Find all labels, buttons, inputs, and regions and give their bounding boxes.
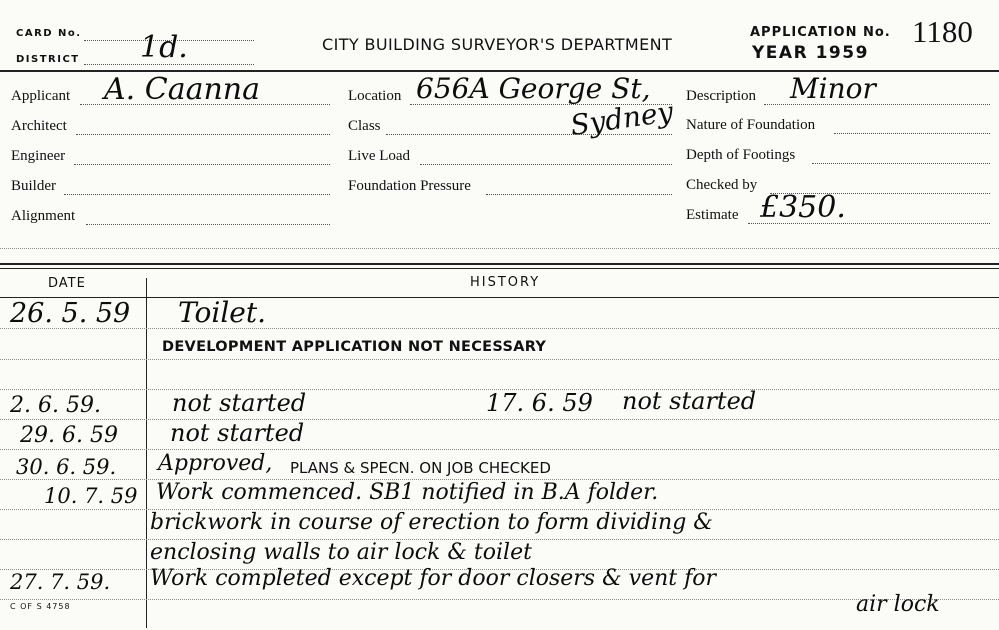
class-label: Class: [348, 118, 381, 134]
entry-date: 26. 5. 59: [10, 298, 131, 329]
location-label: Location: [348, 88, 402, 104]
history-rule: [0, 419, 999, 420]
location-value: 656A George St,: [416, 72, 651, 105]
entry-text: air lock: [856, 592, 940, 617]
date-header: DATE: [48, 276, 86, 291]
year-label: YEAR 1959: [752, 43, 869, 63]
description-value: Minor: [790, 72, 876, 105]
nature-line: [834, 133, 990, 134]
nature-label: Nature of Foundation: [686, 117, 816, 133]
foundation-pressure-line: [486, 194, 672, 195]
architect-label: Architect: [11, 118, 67, 134]
location-value-suburb: Sydney: [568, 94, 676, 143]
history-header-rule: [0, 297, 999, 298]
checked-label: Checked by: [686, 177, 758, 193]
class-line: [386, 134, 672, 135]
depth-line: [812, 163, 990, 164]
alignment-label: Alignment: [11, 208, 76, 224]
foundation-pressure-label: Foundation Pressure: [348, 178, 471, 194]
entry-date: 27. 7. 59.: [10, 570, 111, 594]
entry-date: 30. 6. 59.: [16, 455, 117, 479]
form-code: C OF S 4758: [10, 602, 71, 611]
plans-checked-stamp: PLANS & SPECN. ON JOB CHECKED: [290, 459, 551, 477]
development-stamp: DEVELOPMENT APPLICATION NOT NECESSARY: [162, 339, 547, 355]
card-no-label: CARD No.: [16, 28, 82, 39]
entry-text: brickwork in course of erection to form dividing &: [150, 510, 713, 535]
history-header: HISTORY: [470, 275, 541, 290]
applicant-label: Applicant: [11, 88, 71, 104]
entry-text: Work completed except for door closers & vent for: [150, 566, 717, 591]
history-top-rule: [0, 263, 999, 265]
alignment-line: [86, 224, 330, 225]
live-load-line: [420, 164, 672, 165]
builder-line: [64, 194, 330, 195]
engineer-label: Engineer: [11, 148, 66, 164]
estimate-value: £350.: [760, 190, 846, 225]
district-value: 1d.: [140, 30, 188, 65]
entry-text: not started: [170, 419, 305, 447]
application-no-label: APPLICATION No.: [750, 25, 891, 40]
entry-extra-date: 17. 6. 59: [486, 389, 593, 417]
architect-line: [76, 134, 330, 135]
date-column-divider: [146, 278, 147, 628]
entry-date: 29. 6. 59: [20, 423, 118, 448]
description-label: Description: [686, 88, 756, 104]
entry-text: enclosing walls to air lock & toilet: [150, 540, 532, 565]
history-rule: [0, 359, 999, 360]
history-top-rule-2: [0, 268, 999, 269]
entry-date: 2. 6. 59.: [10, 393, 101, 418]
entry-text: Toilet.: [178, 296, 266, 329]
estimate-label: Estimate: [686, 207, 739, 223]
engineer-line: [74, 164, 330, 165]
entry-date: 10. 7. 59: [44, 484, 138, 508]
history-rule: [0, 599, 999, 600]
entry-text: Approved,: [158, 451, 273, 476]
history-rule: [0, 328, 999, 329]
field-bottom-line: [0, 248, 999, 249]
entry-extra-text: not started: [622, 387, 757, 415]
entry-text: Work commenced. SB1 notified in B.A folder.: [156, 480, 659, 505]
application-no: 1180: [912, 14, 973, 49]
builder-label: Builder: [11, 178, 56, 194]
applicant-value: A. Caanna: [104, 72, 260, 107]
depth-label: Depth of Footings: [686, 147, 796, 163]
department-title: CITY BUILDING SURVEYOR'S DEPARTMENT: [322, 35, 673, 54]
history-rule: [0, 449, 999, 450]
district-label: DISTRICT: [16, 54, 80, 65]
live-load-label: Live Load: [348, 148, 411, 164]
entry-text: not started: [172, 389, 307, 417]
